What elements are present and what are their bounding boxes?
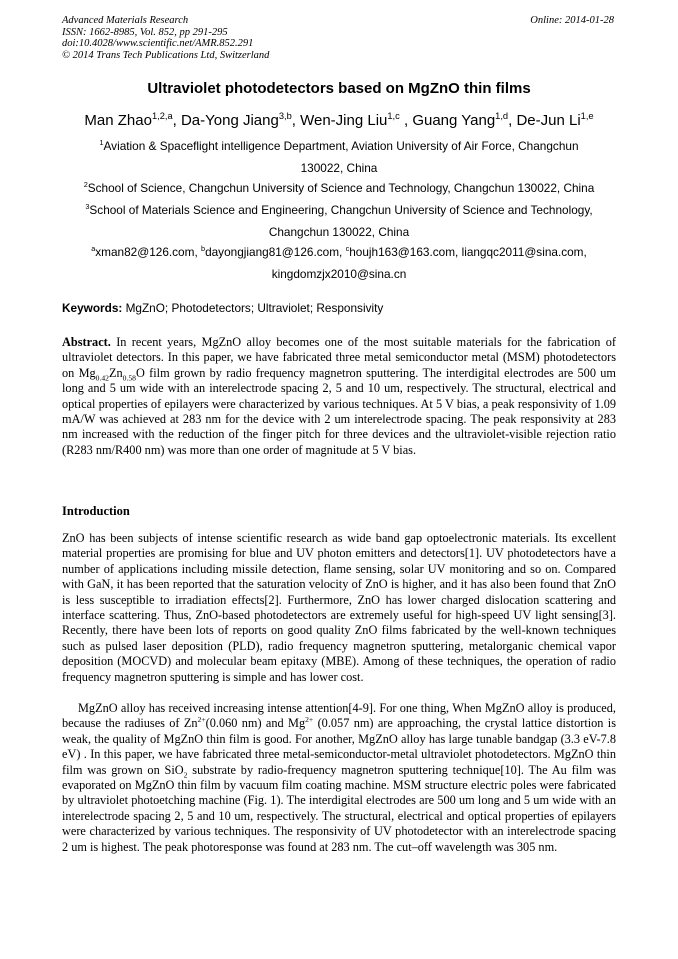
keywords <box>62 301 383 315</box>
affiliation-2 <box>62 177 616 199</box>
affiliation-number: 1 <box>99 138 104 148</box>
author-affiliation-mark: 1,c <box>387 111 400 121</box>
email-mark: c <box>345 244 350 254</box>
keywords-text: MgZnO; Photodetectors; Ultraviolet; Responsivity <box>122 301 384 315</box>
abstract-label: Abstract. <box>62 335 111 349</box>
author-affiliation-mark: 1,d <box>495 111 509 121</box>
journal-name: Advanced Materials Research <box>62 15 189 26</box>
intro-paragraph-1 <box>62 531 616 685</box>
author-separator: , <box>399 112 413 129</box>
paragraph-text: (0.057 nm) are approaching, the crystal lattice distortion is weak, the quality of MgZnO thin film is good. For another, MgZnO alloy has large tunable bandgap (3.3 eV-7.8 eV) . In this paper, we have fabricated three metal-semiconductor-metal ultraviolet photodetectors. MgZnO thin film was grown on SiO <box>62 716 616 777</box>
paragraph-text: ZnO has been subjects of intense scientific research as wide band gap optoelectronic materials. Its excellent material properties are promising for blue and UV photon emitters and detectors[1]. UV photodetectors have a number of applications including missile detection, flame sensing, solar UV monitoring and so on. Compared with GaN, it has been reported that the saturation velocity of ZnO is higher, and it has also been found that ZnO is less susceptible to irradiation effects[2]. Furthermore, ZnO has lower charged dislocation scattering and interface scattering. Thus, ZnO-based photodetectors are extremely useful for high-speed UV light sensing[3]. Recently, there have been lots of reports on good quality ZnO films fabricated by the well-known techniques such as pulsed laser deposition (PLD), radio frequency magnetron sputtering, metalorganic chemical vapor deposition (MOCVD) and molecular beam epitaxy (MBE). Among of these techniques, the operation of radio frequency magnetron sputtering is simple and has lower cost. <box>62 531 616 684</box>
abstract-text: O film grown by radio frequency magnetron sputtering. The interdigital electrodes are 500 um long and 5 um wide with an interelectrode spacing 2, 5 and 10 um, respectively. The structural, electrical and optical properties of epilayers were characterized by various techniques. At 5 V bias, a peak responsivity of 1.09 mA/W was achieved at 283 nm for the device with 2 um interelectrode spacing. The peak responsivity at 283 nm increased with the reduction of the finger pitch for three devices and the ultraviolet-visible rejection ratio (R283 nm/R400 nm) was more than one order of magnitude at 5 V bias. <box>62 365 616 457</box>
email-mark: a <box>91 244 96 254</box>
email-address[interactable]: houjh163@163.com, liangqc2011@sina.com, <box>349 245 587 259</box>
paragraph-text: substrate by radio-frequency magnetron sputtering technique[10]. The Au film was evaporated on MgZnO thin film by vacuum film coating machine. MSM structure electric poles were fabricated by ultraviolet photoetching machine (Fig. 1). The interdigital electrodes are 500 um long and 5 um wide with an interelectrode spacing 2, 5 and 10 um, respectively. The structural, electrical and optical properties of epilayers were characterized by various techniques. The responsivity of UV photodetector with an interelectrode spacing 2 um is highest. The peak photoresponse was found at 283 nm. The cut–off wavelength was 305 nm. <box>62 762 616 854</box>
paper-title: Ultraviolet photodetectors based on MgZnO thin films <box>147 80 531 97</box>
author-name: Guang Yang <box>412 112 496 129</box>
email-address[interactable]: xman82@126.com, <box>95 245 201 259</box>
affiliation-number: 2 <box>83 180 88 190</box>
author-affiliation-mark: 1,e <box>580 111 594 121</box>
subscript: 0.58 <box>122 373 136 383</box>
author-affiliation-mark: 3,b <box>278 111 292 121</box>
affiliation-number: 3 <box>85 202 90 212</box>
author-name: Da-Yong Jiang <box>180 112 279 129</box>
journal-copyright: © 2014 Trans Tech Publications Ltd, Switzerland <box>62 49 270 61</box>
intro-paragraph-2 <box>62 701 616 855</box>
abstract <box>62 335 616 458</box>
email-address[interactable]: kingdomzjx2010@sina.cn <box>271 267 407 281</box>
author-separator: , <box>291 112 301 129</box>
paragraph-text: MgZnO alloy has received increasing intense attention[4-9]. For one thing, When MgZnO alloy is produced, because the radiuses of Zn <box>62 701 616 731</box>
affiliation-text: School of Science, Changchun University of Science and Technology, Changchun 130022, China <box>87 181 595 195</box>
email-mark: b <box>201 244 206 254</box>
affiliation-text: 130022, China <box>300 161 378 175</box>
author-name: Wen-Jing Liu <box>300 112 388 129</box>
superscript: 2+ <box>197 715 206 725</box>
section-heading-introduction: Introduction <box>62 504 130 518</box>
affiliation-text: Changchun 130022, China <box>268 225 410 239</box>
subscript: 0.42 <box>95 373 109 383</box>
author-separator: , <box>172 112 181 129</box>
journal-issn: ISSN: 1662-8985, Vol. 852, pp 291-295 <box>62 26 228 38</box>
affiliation-1 <box>62 135 616 179</box>
affiliation-text: School of Materials Science and Engineering, Changchun University of Science and Technology, <box>89 203 593 217</box>
author-list <box>0 112 678 129</box>
affiliation-3 <box>62 199 616 243</box>
author-name: De-Jun Li <box>516 112 581 129</box>
paragraph-text: (0.060 nm) and Mg <box>205 716 306 731</box>
journal-header <box>62 15 269 61</box>
abstract-text: Zn <box>109 365 123 380</box>
online-date: Online: 2014-01-28 <box>530 15 614 26</box>
keywords-label: Keywords: <box>62 301 123 315</box>
journal-doi: doi:10.4028/www.scientific.net/AMR.852.291 <box>62 38 254 49</box>
email-address[interactable]: dayongjiang81@126.com, <box>205 245 346 259</box>
abstract-text: In recent years, MgZnO alloy becomes one of the most suitable materials for the fabrication of ultraviolet detectors. In this paper, we have fabricated three metal semiconductor metal (MSM) photodetectors on Mg <box>62 335 616 380</box>
superscript: 2+ <box>305 715 314 725</box>
subscript: 2 <box>183 770 188 780</box>
author-affiliation-mark: 1,2,a <box>151 111 173 121</box>
author-emails <box>62 241 616 285</box>
affiliation-text: Aviation & Spaceflight intelligence Department, Aviation University of Air Force, Changchun <box>103 139 579 153</box>
author-separator: , <box>508 112 517 129</box>
author-name: Man Zhao <box>84 112 152 129</box>
